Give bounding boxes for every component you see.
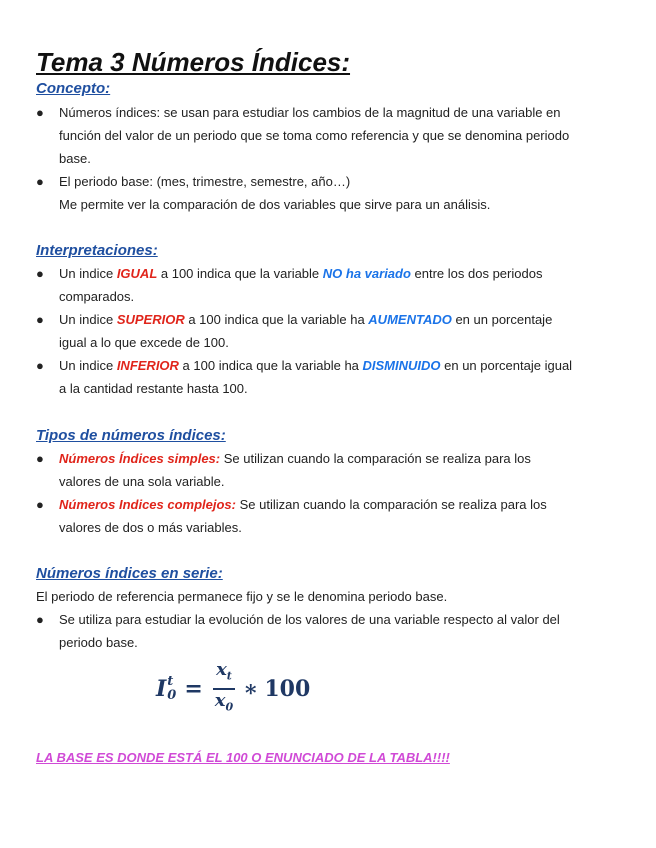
keyword-igual: IGUAL — [116, 266, 158, 281]
highlight-note: LA BASE ES DONDE ESTÁ EL 100 O ENUNCIADO DE LA TABLA!!!! — [36, 750, 450, 765]
bullet-icon: ● — [36, 174, 44, 189]
list-item — [0, 308, 620, 354]
bullet-icon: ● — [36, 497, 44, 512]
list-item-line: función del valor de un periodo que se toma como referencia y que se denomina periodo — [59, 128, 570, 143]
list-item — [0, 354, 620, 400]
list-item-line: Números índices: se usan para estudiar los cambios de la magnitud de una variable en — [59, 105, 561, 120]
text-segment: Se utilizan cuando la comparación se realiza para los — [220, 451, 531, 466]
formula-fraction — [213, 659, 235, 718]
text-segment: Se utilizan cuando la comparación se realiza para los — [236, 497, 547, 512]
formula-numerator — [214, 659, 234, 688]
term-complejos: Números Indices complejos: — [59, 497, 236, 512]
formula-equals: = — [184, 676, 203, 702]
numerator-sub: t — [226, 670, 232, 683]
bullet-icon: ● — [36, 312, 44, 327]
text-segment: entre los dos periodos — [410, 266, 543, 281]
list-item — [0, 447, 620, 493]
list-item-line: Me permite ver la comparación de dos variables que sirve para un análisis. — [59, 197, 491, 212]
keyword-inferior: INFERIOR — [116, 358, 179, 373]
list-item-line: base. — [59, 151, 91, 166]
bullet-icon: ● — [36, 612, 44, 627]
keyword-no-ha-variado: NO ha variado — [322, 266, 411, 281]
concepto-list — [0, 101, 620, 216]
interpretaciones-list — [0, 262, 620, 400]
text-segment: a 100 indica que la variable ha — [184, 312, 369, 327]
text-segment: en un porcentaje igual — [440, 358, 573, 373]
text-segment: Un indice — [59, 266, 117, 281]
list-item — [0, 608, 620, 654]
list-item-line: comparados. — [59, 289, 135, 304]
bullet-icon: ● — [36, 451, 44, 466]
list-item-line: El periodo base: (mes, trimestre, semestre, año…) — [59, 174, 351, 189]
list-item-line: periodo base. — [59, 635, 138, 650]
text-segment: a 100 indica que la variable — [157, 266, 323, 281]
list-item-line: igual a lo que excede de 100. — [59, 335, 229, 350]
keyword-superior: SUPERIOR — [116, 312, 185, 327]
list-item — [0, 101, 620, 170]
page-title: Tema 3 Números Índices: — [36, 47, 351, 77]
denominator-var: x — [214, 690, 226, 711]
heading-serie: Números índices en serie: — [36, 565, 223, 582]
list-item-line: valores de una sola variable. — [59, 474, 225, 489]
list-item-line: a la cantidad restante hasta 100. — [59, 381, 248, 396]
bullet-icon: ● — [36, 266, 44, 281]
text-segment: Un indice — [59, 312, 117, 327]
index-formula — [156, 659, 311, 715]
heading-concepto: Concepto: — [36, 80, 111, 97]
list-item — [0, 170, 620, 216]
heading-tipos: Tipos de números índices: — [36, 427, 226, 444]
text-segment: a 100 indica que la variable ha — [178, 358, 363, 373]
formula-superscript: t — [167, 674, 174, 689]
serie-list — [0, 608, 620, 654]
heading-interpretaciones: Interpretaciones: — [36, 242, 158, 259]
formula-subscript: 0 — [167, 688, 177, 703]
bullet-icon: ● — [36, 105, 44, 120]
numerator-var: x — [216, 659, 227, 681]
term-simples: Números Índices simples: — [59, 451, 221, 466]
list-item — [0, 493, 620, 539]
formula-denominator — [213, 690, 235, 719]
list-item-line: valores de dos o más variables. — [59, 520, 242, 535]
bullet-icon: ● — [36, 358, 44, 373]
keyword-disminuido: DISMINUIDO — [362, 358, 441, 373]
formula-operator: ∗ — [243, 676, 259, 702]
formula-symbol: I — [156, 676, 167, 702]
list-item-line: Se utiliza para estudiar la evolución de los valores de una variable respecto al valor del — [59, 612, 560, 627]
text-segment: Un indice — [59, 358, 117, 373]
serie-intro: El periodo de referencia permanece fijo y se le denomina periodo base. — [36, 589, 448, 604]
formula-constant: 100 — [264, 676, 311, 702]
tipos-list — [0, 447, 620, 539]
formula-indices — [167, 675, 176, 703]
list-item — [0, 262, 620, 308]
denominator-sub: 0 — [225, 700, 234, 714]
keyword-aumentado: AUMENTADO — [368, 312, 452, 327]
text-segment: en un porcentaje — [451, 312, 553, 327]
